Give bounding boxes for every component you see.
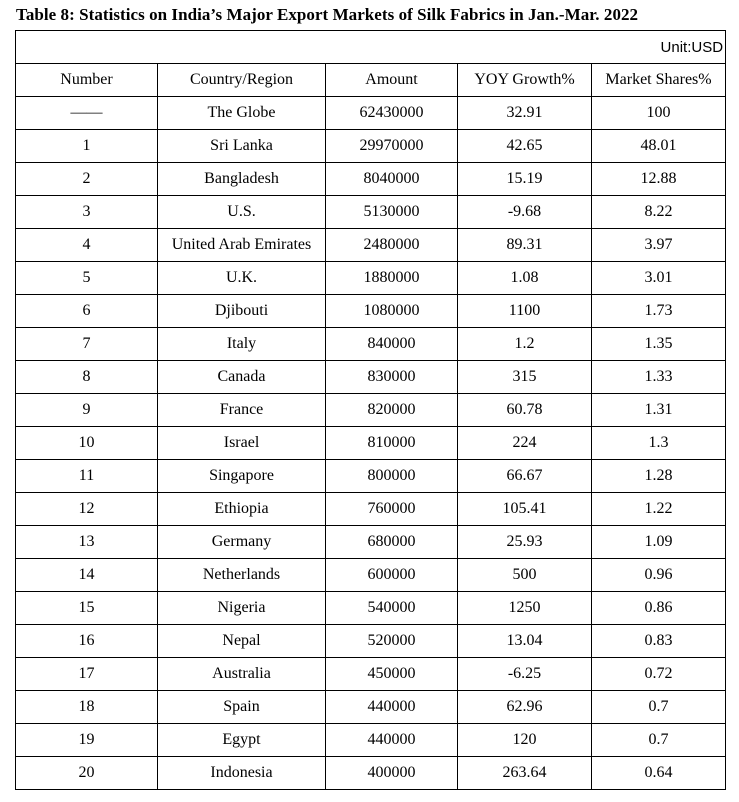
header-number: Number bbox=[16, 64, 158, 97]
cell-country: The Globe bbox=[158, 97, 326, 130]
cell-number: 16 bbox=[16, 625, 158, 658]
cell-number: 15 bbox=[16, 592, 158, 625]
cell-amount: 450000 bbox=[326, 658, 458, 691]
cell-country: Netherlands bbox=[158, 559, 326, 592]
unit-label: Unit:USD bbox=[16, 31, 726, 64]
cell-yoy-growth: 66.67 bbox=[458, 460, 592, 493]
cell-country: Israel bbox=[158, 427, 326, 460]
cell-country: U.K. bbox=[158, 262, 326, 295]
cell-amount: 400000 bbox=[326, 757, 458, 790]
table-row bbox=[16, 196, 726, 229]
cell-country: Indonesia bbox=[158, 757, 326, 790]
cell-number: 17 bbox=[16, 658, 158, 691]
cell-market-share: 0.72 bbox=[592, 658, 726, 691]
table-row bbox=[16, 427, 726, 460]
cell-country: Sri Lanka bbox=[158, 130, 326, 163]
cell-market-share: 1.28 bbox=[592, 460, 726, 493]
cell-market-share: 1.3 bbox=[592, 427, 726, 460]
cell-yoy-growth: -9.68 bbox=[458, 196, 592, 229]
cell-number: 1 bbox=[16, 130, 158, 163]
table-row bbox=[16, 460, 726, 493]
cell-yoy-growth: 1100 bbox=[458, 295, 592, 328]
cell-amount: 62430000 bbox=[326, 97, 458, 130]
cell-country: Nepal bbox=[158, 625, 326, 658]
cell-amount: 680000 bbox=[326, 526, 458, 559]
cell-number: 11 bbox=[16, 460, 158, 493]
cell-number: 14 bbox=[16, 559, 158, 592]
cell-market-share: 0.7 bbox=[592, 724, 726, 757]
cell-amount: 520000 bbox=[326, 625, 458, 658]
cell-country: Nigeria bbox=[158, 592, 326, 625]
table-row bbox=[16, 691, 726, 724]
cell-market-share: 1.09 bbox=[592, 526, 726, 559]
cell-market-share: 1.73 bbox=[592, 295, 726, 328]
cell-country: Egypt bbox=[158, 724, 326, 757]
cell-yoy-growth: 263.64 bbox=[458, 757, 592, 790]
cell-country: Ethiopia bbox=[158, 493, 326, 526]
cell-market-share: 1.35 bbox=[592, 328, 726, 361]
unit-row bbox=[16, 31, 726, 64]
cell-amount: 1880000 bbox=[326, 262, 458, 295]
cell-yoy-growth: 1.08 bbox=[458, 262, 592, 295]
cell-market-share: 0.83 bbox=[592, 625, 726, 658]
header-market-shares: Market Shares% bbox=[592, 64, 726, 97]
cell-amount: 840000 bbox=[326, 328, 458, 361]
cell-market-share: 0.7 bbox=[592, 691, 726, 724]
cell-amount: 810000 bbox=[326, 427, 458, 460]
cell-number: 8 bbox=[16, 361, 158, 394]
cell-number: 2 bbox=[16, 163, 158, 196]
table-row bbox=[16, 724, 726, 757]
cell-number: 9 bbox=[16, 394, 158, 427]
cell-market-share: 1.22 bbox=[592, 493, 726, 526]
cell-yoy-growth: 15.19 bbox=[458, 163, 592, 196]
cell-yoy-growth: 32.91 bbox=[458, 97, 592, 130]
cell-yoy-growth: 62.96 bbox=[458, 691, 592, 724]
table-row bbox=[16, 592, 726, 625]
table-row bbox=[16, 262, 726, 295]
table-row bbox=[16, 559, 726, 592]
cell-number: 13 bbox=[16, 526, 158, 559]
cell-amount: 440000 bbox=[326, 691, 458, 724]
cell-amount: 540000 bbox=[326, 592, 458, 625]
cell-yoy-growth: -6.25 bbox=[458, 658, 592, 691]
cell-market-share: 0.64 bbox=[592, 757, 726, 790]
table-row bbox=[16, 229, 726, 262]
table-row bbox=[16, 526, 726, 559]
cell-yoy-growth: 60.78 bbox=[458, 394, 592, 427]
table-title: Table 8: Statistics on India’s Major Export Markets of Silk Fabrics in Jan.-Mar. 2022 bbox=[16, 5, 639, 24]
cell-yoy-growth: 25.93 bbox=[458, 526, 592, 559]
cell-yoy-growth: 1.2 bbox=[458, 328, 592, 361]
cell-amount: 600000 bbox=[326, 559, 458, 592]
table-row bbox=[16, 328, 726, 361]
cell-amount: 29970000 bbox=[326, 130, 458, 163]
header-yoy-growth: YOY Growth% bbox=[458, 64, 592, 97]
cell-country: United Arab Emirates bbox=[158, 229, 326, 262]
cell-yoy-growth: 500 bbox=[458, 559, 592, 592]
export-markets-table bbox=[15, 30, 726, 790]
cell-country: Djibouti bbox=[158, 295, 326, 328]
cell-number: 12 bbox=[16, 493, 158, 526]
cell-country: Canada bbox=[158, 361, 326, 394]
cell-amount: 820000 bbox=[326, 394, 458, 427]
cell-country: Germany bbox=[158, 526, 326, 559]
table-row bbox=[16, 97, 726, 130]
cell-country: France bbox=[158, 394, 326, 427]
cell-market-share: 8.22 bbox=[592, 196, 726, 229]
cell-amount: 800000 bbox=[326, 460, 458, 493]
cell-market-share: 0.86 bbox=[592, 592, 726, 625]
cell-country: Australia bbox=[158, 658, 326, 691]
cell-number: 10 bbox=[16, 427, 158, 460]
cell-country: U.S. bbox=[158, 196, 326, 229]
cell-yoy-growth: 105.41 bbox=[458, 493, 592, 526]
table-row bbox=[16, 130, 726, 163]
cell-number: 4 bbox=[16, 229, 158, 262]
cell-number: 5 bbox=[16, 262, 158, 295]
cell-amount: 8040000 bbox=[326, 163, 458, 196]
cell-yoy-growth: 42.65 bbox=[458, 130, 592, 163]
header-row bbox=[16, 64, 726, 97]
table-row bbox=[16, 295, 726, 328]
table-row bbox=[16, 625, 726, 658]
cell-market-share: 3.01 bbox=[592, 262, 726, 295]
cell-amount: 2480000 bbox=[326, 229, 458, 262]
cell-market-share: 3.97 bbox=[592, 229, 726, 262]
cell-number: 18 bbox=[16, 691, 158, 724]
cell-yoy-growth: 315 bbox=[458, 361, 592, 394]
table-row bbox=[16, 361, 726, 394]
table-row bbox=[16, 658, 726, 691]
cell-country: Italy bbox=[158, 328, 326, 361]
cell-country: Spain bbox=[158, 691, 326, 724]
table-row bbox=[16, 394, 726, 427]
cell-number: 3 bbox=[16, 196, 158, 229]
cell-amount: 1080000 bbox=[326, 295, 458, 328]
cell-amount: 5130000 bbox=[326, 196, 458, 229]
cell-number: 20 bbox=[16, 757, 158, 790]
cell-yoy-growth: 224 bbox=[458, 427, 592, 460]
cell-yoy-growth: 13.04 bbox=[458, 625, 592, 658]
cell-market-share: 12.88 bbox=[592, 163, 726, 196]
header-country-region: Country/Region bbox=[158, 64, 326, 97]
cell-yoy-growth: 89.31 bbox=[458, 229, 592, 262]
cell-number: 7 bbox=[16, 328, 158, 361]
cell-country: Singapore bbox=[158, 460, 326, 493]
cell-amount: 760000 bbox=[326, 493, 458, 526]
cell-yoy-growth: 1250 bbox=[458, 592, 592, 625]
cell-market-share: 100 bbox=[592, 97, 726, 130]
header-amount: Amount bbox=[326, 64, 458, 97]
cell-number: 19 bbox=[16, 724, 158, 757]
cell-market-share: 1.33 bbox=[592, 361, 726, 394]
cell-amount: 830000 bbox=[326, 361, 458, 394]
cell-market-share: 48.01 bbox=[592, 130, 726, 163]
table-row bbox=[16, 163, 726, 196]
cell-market-share: 0.96 bbox=[592, 559, 726, 592]
cell-yoy-growth: 120 bbox=[458, 724, 592, 757]
cell-amount: 440000 bbox=[326, 724, 458, 757]
table-row bbox=[16, 757, 726, 790]
cell-number: 6 bbox=[16, 295, 158, 328]
cell-number: —— bbox=[16, 97, 158, 130]
cell-market-share: 1.31 bbox=[592, 394, 726, 427]
cell-country: Bangladesh bbox=[158, 163, 326, 196]
table-row bbox=[16, 493, 726, 526]
